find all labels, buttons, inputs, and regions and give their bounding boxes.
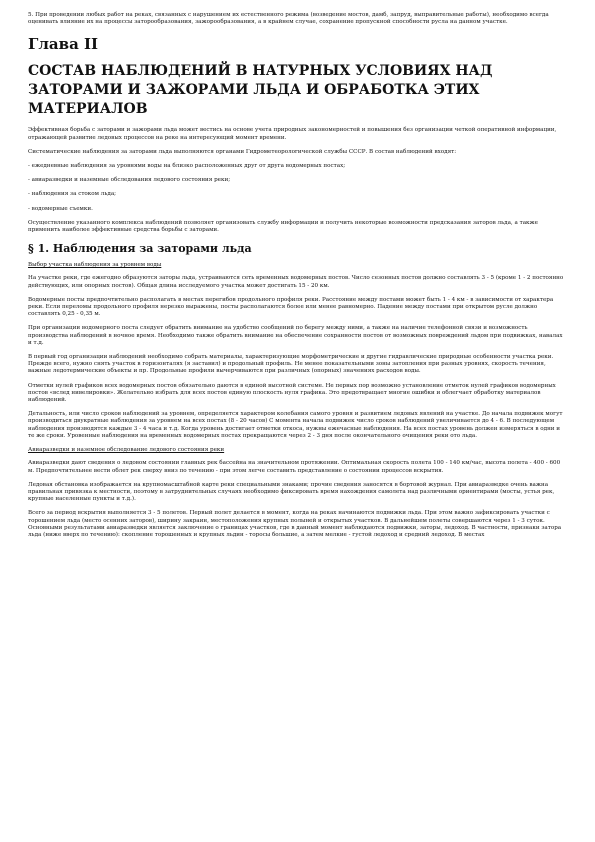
intro-paragraph: 5. При проведении любых работ на реках, связанных с нарушением их естественного режима (возведение мостов, дамб, запруд, выправительные работы), необходимо всегда оценивать влияние их на процессы заторообразования, зажорообразования, а в крайнем случае, сохранение пропускной способности русла на данном участке. — [28, 12, 549, 26]
section-paragraph: При организации водомерного поста следует обратить внимание на удобство сообщений по берегу между ними, а также на наличие телефонной связи и возможность производства наблюдений в ночное время. Необходимо также обратить внимание на обеспечение сохранности постов от возможных повреждений льдом при подвижках, навалах и т.д. — [28, 325, 563, 346]
chapter-paragraph: Систематические наблюдения за заторами льда выполняются органами Гидрометеорологической службы СССР. В состав наблюдений входят: — [28, 148, 457, 155]
list-item: - водомерные съемки. — [28, 205, 93, 212]
chapter-paragraph: Осуществление указанного комплекса наблюдений позволяет организовать службу информации и получить некоторые возможности предсказания заторов льда, а также применить наиболее эффективные средства борьбы с заторами. — [28, 219, 538, 234]
chapter-title: СОСТАВ НАБЛЮДЕНИЙ В НАТУРНЫХ УСЛОВИЯХ НАД ЗАТОРАМИ И ЗАЖОРАМИ ЛЬДА И ОБРАБОТКА ЭТИХ МАТЕРИАЛОВ — [28, 63, 493, 118]
chapter-paragraph: Эффективная борьба с заторами и зажорами льда может вестись на основе учета природных закономерностей и повышения без организации четкой оперативной информации, отражающей развитие ледовых процессов на реке на интересующий момент времени. — [28, 127, 557, 141]
aviation-paragraph: Всего за период вскрытия выполняется 3 - 5 полетов. Первый полет делается в момент, когда на реках начинаются подвижки льда. При этом важно зафиксировать участки с торошением льда (место осенних заторов), ширину закраин, местоположения крупных полыней и открытых участков. В дальнейшем полеты совершаются через 1 - 3 суток. Основными результатами авиаразведки является заключение о границах участков, где в данный момент наблюдаются подвижки, заторы, ледоход. В частности, признаки затора льда (ниже вверх по течению): скопление торошенных и крупных льдин - торосы большие, а затем мелкие - густой ледоход и средний ледоход. В местах — [28, 510, 562, 538]
section-paragraph: Отметки нулей графиков всех водомерных постов обязательно даются в единой высотной системе. Не первых пор возможно установление отметок нулей графиков водомерных постов «вслед нивелировки». Желательно избрать для всех постов единую плоскость нуля графика. Это предотвращает многие ошибки и облегчает обработку материалов наблюдений. — [28, 382, 556, 404]
section-paragraph: На участке реки, где ежегодно образуются заторы льда, устраиваются сеть временных водомерных постов. Число сезонных постов должно составлять 3 - 5 (кроме 1 - 2 постоянно действующих, или опорных постов). Общая длина исследуемого участка может достигать 15 - 20 км. — [28, 275, 564, 289]
section-paragraph: Водомерные посты предпочтительно располагать в местах перегибов продольного профиля реки. Расстояние между постами может быть 1 - 4 км - в зависимости от характера реки. Если переломы продольного профиля нерезко выражены, посты располагаются более или менее равномерно. Падение между постами при открытом русле должно составлять 0,25 - 0,35 м. — [28, 296, 554, 318]
aviation-paragraph: Авиаразведки дают сведения о ледовом состоянии главных рек бассейна на значительном протяжении. Оптимальная скорость полета 100 - 140 км/час, высота полета - 400 - 600 м. Предпочтительнее вести облет рек сверху вниз по течению - при этом легче составить представление о состоянии процессов вскрытия. — [28, 460, 561, 474]
list-item: - авиаразведки и наземные обследования ледового состояния реки; — [28, 177, 231, 184]
list-item: - ежедневные наблюдения за уровнями воды на близко расположенных друг от друга водомерных постах; — [28, 163, 346, 170]
section-paragraph: В первый год организации наблюдений необходимо собрать материалы, характеризующие морфометрические и другие гидравлические природные особенности участка реки. Прежде всего, нужно снять участок в горизонталях (я заставил) и продольный профиль. Не менее показательными зоны затопления при разных уровнях, скорость течения, важные ледотермические объекты и пр. Продольные профили вычерчиваются при различных (опорных) значениях расходов воды. — [28, 354, 554, 375]
subheading: Авиаразведки и наземное обследование ледового состояния реки — [28, 447, 225, 454]
section-title: § 1. Наблюдения за заторами льда — [28, 242, 252, 256]
aviation-paragraph: Ледовая обстановка изображается на крупномасштабной карте реки специальными знаками; прочие сведения заносятся в бортовой журнал. При авиаразведке очень важна правильная привязка к местности, поэтому в затруднительных случаях необходимо фиксировать время нахождения самолета над различными ориентирами (мосты, устья рек, крупные населенные пункты и т.д.). — [28, 481, 555, 503]
chapter-label: Глава II — [28, 35, 99, 54]
section-paragraph: Детальность, или число сроков наблюдений за уровнем, определяется характером колебания самого уровня и развитием ледовых явлений на участке. До начала подвижек могут производиться двукратные наблюдения за уровнем на всех постах (8 - 20 часов) С момента начала подвижек число сроков наблюдений увеличивается до 4 - 6. В последующем наблюдения производятся каждые 3 - 4 часа и т.д. Когда уровень достигает отметки откоса, нужны ежечасные наблюдения. На всех постах уровень должен измеряться в одни и те же сроки. Уровенные наблюдения на временных водомерных постах прекращаются через 2 - 3 дня после окончательного очищения реки ото льда. — [28, 411, 563, 439]
subheading: Выбор участка наблюдения за уровнем воды — [28, 262, 162, 269]
list-item: - наблюдения за стоком льда; — [28, 191, 117, 198]
